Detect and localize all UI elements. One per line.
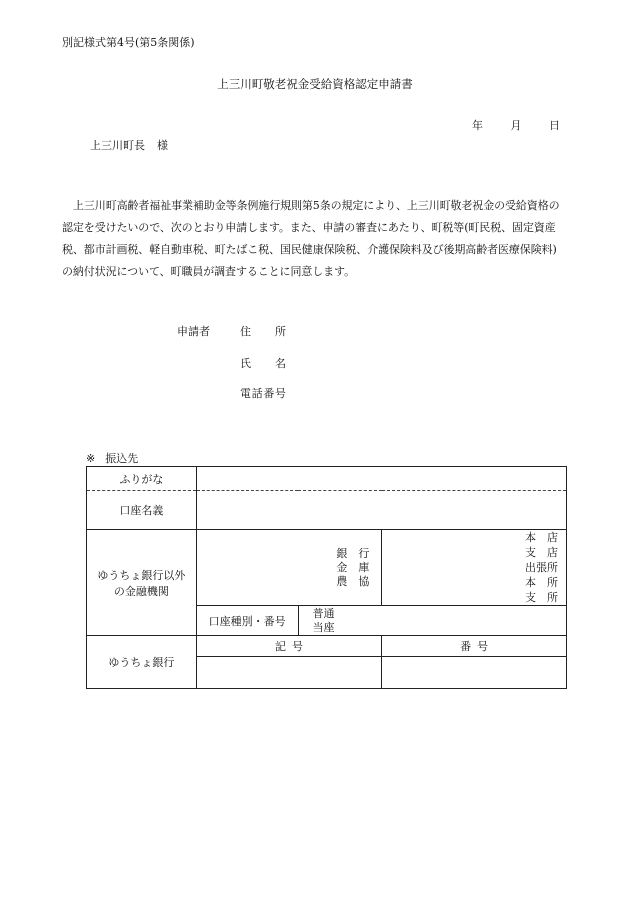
note-mark: ※ bbox=[86, 452, 96, 465]
body-paragraph: 上三川町高齢者福祉事業補助金等条例施行規則第5条の規定により、上三川町敬老祝金の受給資格の認定を受けたいので、次のとおり申請します。また、申請の審査にあたり、町税等(町民税、固定資産税、都市計画税、軽自動車税、町たばこ税、国民健康保険税、介護保険料及び後期高齢者医療保険料)の納付状況について、町職員が調査することに同意します。 bbox=[62, 199, 560, 278]
branch-type-branch: 支 店 bbox=[525, 546, 558, 559]
account-type-label: 口座種別・番号 bbox=[196, 606, 298, 636]
symbol-header: 記号 bbox=[196, 636, 382, 657]
yucho-label: ゆうちょ銀行 bbox=[87, 636, 197, 689]
furigana-label: ふりがな bbox=[87, 467, 197, 491]
number-header: 番号 bbox=[382, 636, 567, 657]
address-label: 住所 bbox=[240, 325, 286, 338]
bank-type-shinkin: 金 庫 bbox=[336, 560, 370, 574]
date-day: 日 bbox=[549, 119, 560, 132]
furigana-field[interactable] bbox=[196, 467, 566, 491]
branch-type-head: 本 所 bbox=[525, 576, 558, 589]
account-type-field[interactable] bbox=[298, 606, 566, 636]
account-type-ordinary: 普通 bbox=[312, 606, 335, 620]
applicant-label: 申請者 bbox=[177, 325, 210, 338]
number-field[interactable] bbox=[382, 657, 567, 689]
account-name-label: 口座名義 bbox=[87, 491, 197, 530]
transfer-note bbox=[86, 450, 138, 466]
form-reference: 別記様式第4号(第5条関係) bbox=[62, 36, 195, 49]
account-type-current: 当座 bbox=[312, 620, 335, 634]
symbol-field[interactable] bbox=[196, 657, 382, 689]
branch-type-office: 出張所 bbox=[525, 561, 558, 574]
date-year: 年 bbox=[472, 119, 483, 132]
account-name-field[interactable] bbox=[196, 491, 566, 530]
branch-name-field[interactable] bbox=[382, 530, 567, 606]
addressee bbox=[90, 137, 168, 153]
document-title: 上三川町敬老祝金受給資格認定申請書 bbox=[217, 77, 413, 91]
date-month: 月 bbox=[510, 119, 522, 132]
bank-type-ja: 農 協 bbox=[336, 574, 370, 588]
branch-type-main: 本 店 bbox=[525, 531, 558, 544]
name-label: 氏名 bbox=[240, 357, 286, 370]
phone-label: 電話番号 bbox=[240, 387, 286, 400]
bank-type-bank: 銀 行 bbox=[336, 546, 370, 560]
note-label: 振込先 bbox=[105, 452, 139, 465]
other-bank-label: ゆうちょ銀行以外 の金融機関 bbox=[87, 530, 197, 636]
bank-name-field[interactable] bbox=[196, 530, 382, 606]
branch-type-sub: 支 所 bbox=[525, 591, 558, 604]
date-line bbox=[472, 117, 560, 133]
addressee-honorific: 様 bbox=[157, 139, 168, 152]
addressee-name: 上三川町長 bbox=[90, 139, 145, 152]
transfer-table bbox=[86, 466, 567, 689]
